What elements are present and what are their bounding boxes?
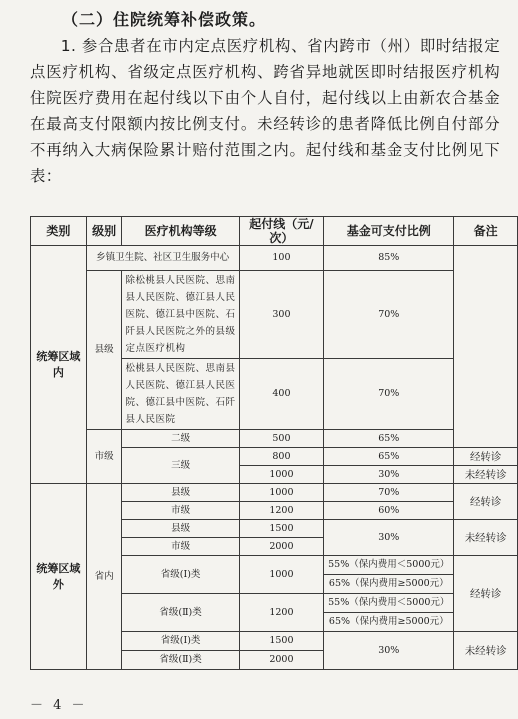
institution-cell: 省级(Ⅱ)类 bbox=[122, 651, 239, 670]
ratio-cell: 30% bbox=[324, 632, 454, 670]
ratio-cell: 55%（保内费用＜5000元） bbox=[324, 556, 454, 575]
threshold-cell: 800 bbox=[239, 448, 324, 466]
institution-cell: 省级(Ⅱ)类 bbox=[122, 594, 239, 632]
policy-paragraph: 1. 参合患者在市内定点医疗机构、省内跨市（州）即时结报定点医疗机构、省级定点医疗机构、跨省异地就医即时结报医疗机构住院医疗费用在起付线以下由个人自付，起付线以上由新农合基金在最高支付限额内按比例支付。未经转诊的患者降低比例自付部分不再纳入大病保险累计赔付范围之内。起付线和基金支付比例见下表： bbox=[30, 37, 500, 185]
category-inside: 统筹区域内 bbox=[31, 246, 87, 484]
ratio-cell: 30% bbox=[324, 520, 454, 556]
institution-cell: 省级(Ⅰ)类 bbox=[122, 632, 239, 651]
threshold-cell: 1500 bbox=[239, 520, 324, 538]
ratio-cell: 65%（保内费用≥5000元） bbox=[324, 575, 454, 594]
ratio-cell: 65%（保内费用≥5000元） bbox=[324, 613, 454, 632]
page-number: － 4 － bbox=[30, 698, 88, 713]
table-row bbox=[31, 271, 518, 359]
threshold-cell: 2000 bbox=[239, 538, 324, 556]
threshold-cell: 1200 bbox=[239, 594, 324, 632]
institution-cell: 县级 bbox=[122, 484, 239, 502]
category-outside: 统筹区域外 bbox=[31, 484, 87, 670]
table-header-row bbox=[31, 217, 518, 246]
table-row bbox=[31, 246, 518, 271]
threshold-cell: 300 bbox=[239, 271, 324, 359]
threshold-cell: 1500 bbox=[239, 632, 324, 651]
remark-cell: 未经转诊 bbox=[454, 632, 518, 670]
header-remark: 备注 bbox=[454, 217, 518, 246]
institution-cell: 二级 bbox=[122, 430, 239, 448]
remark-cell: 未经转诊 bbox=[454, 466, 518, 484]
institution-cell: 市级 bbox=[122, 538, 239, 556]
section-heading: （二）住院统筹补偿政策。 bbox=[62, 10, 267, 29]
remark-cell: 经转诊 bbox=[454, 484, 518, 520]
threshold-cell: 1000 bbox=[239, 556, 324, 594]
ratio-cell: 55%（保内费用＜5000元） bbox=[324, 594, 454, 613]
ratio-cell: 60% bbox=[324, 502, 454, 520]
institution-cell: 乡镇卫生院、社区卫生服务中心 bbox=[86, 246, 239, 271]
ratio-cell: 70% bbox=[324, 271, 454, 359]
threshold-cell: 100 bbox=[239, 246, 324, 271]
threshold-cell: 500 bbox=[239, 430, 324, 448]
remark-empty bbox=[454, 246, 518, 448]
threshold-cell: 1200 bbox=[239, 502, 324, 520]
header-institution: 医疗机构等级 bbox=[122, 217, 239, 246]
threshold-cell: 1000 bbox=[239, 466, 324, 484]
header-threshold: 起付线（元/次） bbox=[239, 217, 324, 246]
ratio-cell: 65% bbox=[324, 430, 454, 448]
institution-cell: 三级 bbox=[122, 448, 239, 484]
threshold-cell: 400 bbox=[239, 359, 324, 430]
table-row bbox=[31, 484, 518, 502]
level-county: 县级 bbox=[86, 271, 122, 430]
table-row bbox=[31, 430, 518, 448]
header-ratio: 基金可支付比例 bbox=[324, 217, 454, 246]
ratio-cell: 85% bbox=[324, 246, 454, 271]
remark-cell: 经转诊 bbox=[454, 556, 518, 632]
institution-cell: 省级(Ⅰ)类 bbox=[122, 556, 239, 594]
institution-cell: 除松桃县人民医院、思南县人民医院、德江县人民医院、德江县中医院、石阡县人民医院之外的县级定点医疗机构 bbox=[122, 271, 239, 359]
ratio-cell: 70% bbox=[324, 359, 454, 430]
ratio-cell: 30% bbox=[324, 466, 454, 484]
level-city: 市级 bbox=[86, 430, 122, 484]
threshold-cell: 1000 bbox=[239, 484, 324, 502]
header-level: 级别 bbox=[86, 217, 122, 246]
institution-cell: 县级 bbox=[122, 520, 239, 538]
level-province: 省内 bbox=[86, 484, 122, 670]
institution-cell: 市级 bbox=[122, 502, 239, 520]
reimbursement-table bbox=[30, 216, 518, 670]
threshold-cell: 2000 bbox=[239, 651, 324, 670]
header-category: 类别 bbox=[31, 217, 87, 246]
remark-cell: 未经转诊 bbox=[454, 520, 518, 556]
ratio-cell: 70% bbox=[324, 484, 454, 502]
institution-cell: 松桃县人民医院、思南县人民医院、德江县人民医院、德江县中医院、石阡县人民医院 bbox=[122, 359, 239, 430]
ratio-cell: 65% bbox=[324, 448, 454, 466]
remark-cell: 经转诊 bbox=[454, 448, 518, 466]
